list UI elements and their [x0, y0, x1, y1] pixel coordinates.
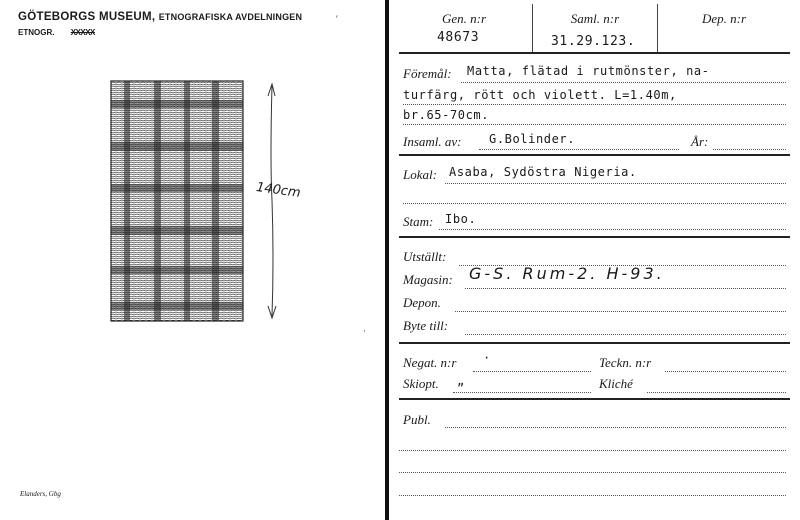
dotted-line: [445, 426, 786, 428]
stam-label: Stam:: [403, 214, 434, 229]
teckn-label: Teckn. n:r: [599, 355, 652, 370]
magasin-value: G-S. Rum-2. H-93.: [469, 264, 665, 283]
dotted-line: [399, 449, 786, 451]
dotted-line: [399, 494, 786, 496]
dotted-line: [465, 333, 786, 335]
ar-label: År:: [691, 134, 709, 149]
skiopt-label: Skiopt.: [403, 376, 439, 391]
cell-divider: [532, 4, 533, 52]
byte-label: Byte till:: [403, 318, 449, 333]
corner-mark: ′: [336, 14, 338, 24]
dotted-line: [665, 370, 786, 372]
row-rule: [399, 154, 790, 156]
card-left-panel: [0, 0, 385, 520]
dotted-line: [713, 148, 786, 150]
dotted-line: [439, 228, 786, 230]
dotted-line: [445, 182, 786, 184]
dotted-line: [479, 148, 679, 150]
depon-label: Depon.: [403, 295, 441, 310]
printer-imprint: Elanders, Gbg: [20, 490, 61, 498]
dotted-line: [403, 103, 786, 105]
foremal-line-1: Matta, flätad i rutmönster, na-: [467, 64, 710, 78]
museum-header: [18, 11, 302, 23]
dep-label: Dep. n:r: [701, 11, 747, 26]
dotted-line: [465, 287, 786, 289]
magasin-label: Magasin:: [403, 272, 453, 287]
dotted-line: [403, 123, 786, 125]
foremal-line-2: turfärg, rött och violett. L=1.40m,: [403, 88, 677, 102]
saml-value: 31.29.123.: [551, 34, 636, 49]
dotted-line: [455, 310, 786, 312]
saml-label: Saml. n:r: [570, 11, 620, 26]
gen-value: 48673: [437, 30, 480, 45]
dotted-line: [453, 391, 591, 393]
department-name: ETNOGRAFISKA AVDELNINGEN: [158, 12, 303, 22]
cell-divider: [657, 4, 658, 52]
row-rule: [399, 52, 790, 54]
insaml-label: Insaml. av:: [403, 134, 462, 149]
dotted-line: [403, 202, 786, 204]
mat-drawing: [110, 80, 244, 322]
length-label: 140cm: [255, 179, 302, 202]
lokal-value: Asaba, Sydöstra Nigeria.: [449, 165, 637, 179]
stam-value: Ibo.: [445, 212, 477, 226]
dotted-line: [399, 471, 786, 473]
etnogr-label: ETNOGR.: [18, 28, 55, 37]
margin-mark: ·: [363, 326, 366, 336]
utstallt-label: Utställt:: [403, 249, 447, 264]
negat-value: ·: [483, 351, 491, 365]
museum-name: GÖTEBORGS MUSEUM,: [18, 11, 156, 23]
foremal-line-3: br.65-70cm.: [403, 108, 490, 122]
dotted-line: [473, 370, 591, 372]
lokal-label: Lokal:: [403, 167, 437, 182]
dotted-line: [647, 391, 786, 393]
row-rule: [399, 236, 790, 238]
card-right-panel: [389, 0, 800, 520]
negat-label: Negat. n:r: [403, 355, 457, 370]
skiopt-value: „: [457, 374, 465, 388]
etnogr-line: [18, 28, 95, 37]
row-rule: [399, 342, 790, 344]
insaml-value: G.Bolinder.: [489, 132, 576, 146]
foremal-label: Föremål:: [403, 66, 452, 81]
kliche-label: Kliché: [599, 376, 633, 391]
publ-label: Publ.: [403, 412, 431, 427]
length-measure-arrow: [258, 80, 298, 322]
struck-text: XXXXX: [70, 28, 95, 37]
dotted-line: [461, 81, 786, 83]
gen-label: Gen. n:r: [441, 11, 487, 26]
row-rule: [399, 398, 790, 400]
